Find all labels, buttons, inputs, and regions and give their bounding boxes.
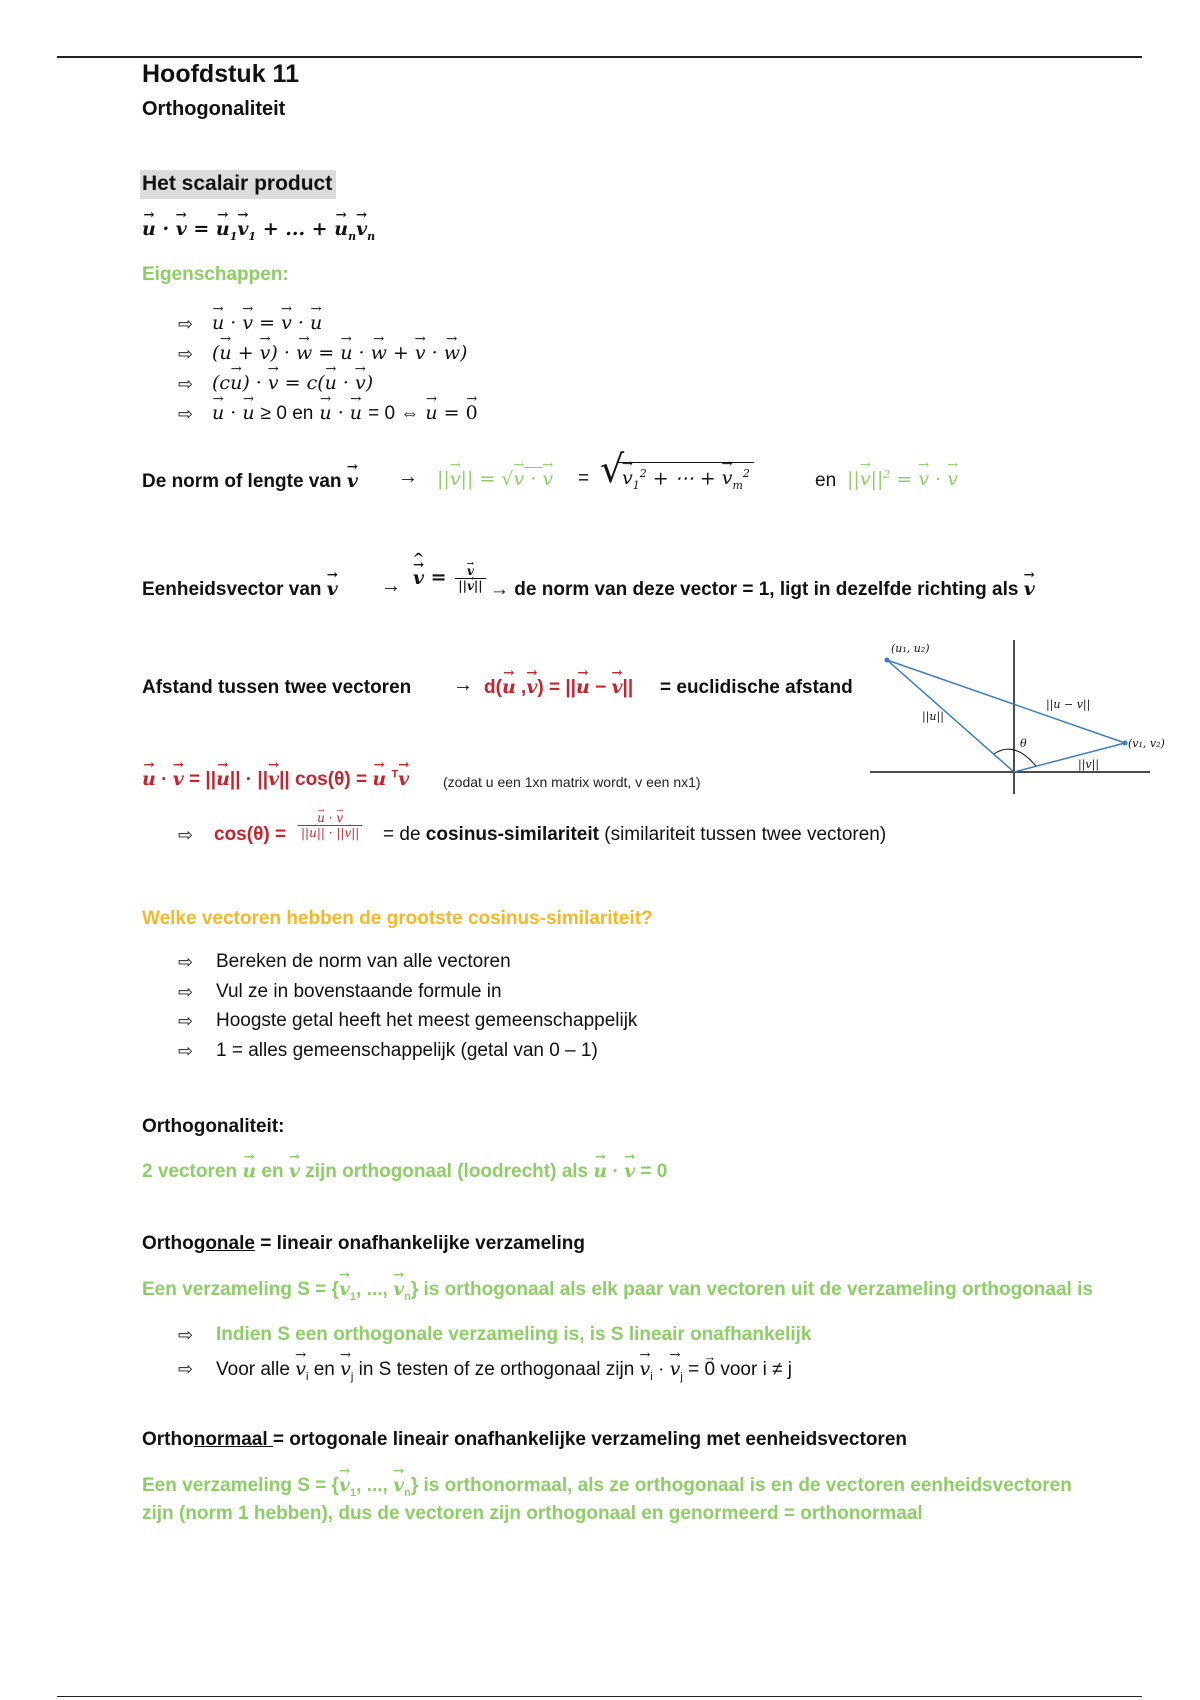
distance-formula: d(→ u ,→ v) = ||→ u − → v|| — [484, 676, 633, 699]
cos-bold: cosinus-similariteit — [425, 824, 599, 845]
cos-mid: = de — [383, 824, 421, 845]
orthonormal-prefix: Ortho — [142, 1429, 194, 1450]
orthonormal-statement-1: Een verzameling S = {→ $v_1$, ..., → $v_n$} is orthonormaal, als ze orthogonaal is en de vectoren eenheidsvectoren — [142, 1474, 1072, 1499]
question-item: Hoogste getal heeft het meest gemeenschappelijk — [216, 1010, 638, 1031]
question-item: Vul ze in bovenstaande formule in — [216, 981, 502, 1002]
v-norm-label: ||v|| — [1078, 758, 1100, 771]
difference-label: ||u − v|| — [1046, 698, 1091, 711]
question-item: Bereken de norm van alle vectoren — [216, 951, 511, 972]
angle-arc — [994, 749, 1036, 766]
equals-sign: = — [578, 468, 590, 489]
distance-label: Afstand tussen twee vectoren — [142, 677, 412, 698]
orthogonality-title: Orthogonaliteit: — [142, 1116, 285, 1137]
property-scalar: (c→ u) · → v = c(→ u · → v) — [212, 372, 373, 394]
point-v-label: (v₁, v₂) — [1128, 737, 1165, 750]
orthogonal-definition — [142, 1233, 585, 1255]
question-item: 1 = alles gemeenschappelijk (getal van 0 – 1) — [216, 1040, 598, 1061]
double-arrow-right-icon: ⇨ — [178, 952, 194, 972]
unit-vector-label: Eenheidsvector van → v — [142, 578, 338, 601]
u-norm-label: ||u|| — [922, 710, 944, 723]
double-arrow-right-icon: ⇨ — [178, 825, 194, 845]
def-rest: = lineair onafhankelijke verzameling — [254, 1233, 585, 1254]
point-u-label: (u₁, u₂) — [891, 642, 930, 655]
orthogonality-statement: 2 vectoren → u en → v zijn orthogonaal (loodrecht) als → u · → v = 0 — [142, 1160, 667, 1183]
double-arrow-right-icon: ⇨ — [178, 404, 194, 424]
double-arrow-right-icon: ⇨ — [178, 374, 194, 394]
vector-u-line — [887, 660, 1014, 772]
top-rule — [57, 56, 1142, 58]
orthonormal-statement-2: zijn (norm 1 hebben), dus de vectoren zijn orthogonaal en genormeerd = orthonormaal — [142, 1503, 923, 1524]
def-underlined: gonale — [193, 1233, 255, 1254]
double-arrow-right-icon: ⇨ — [178, 1325, 194, 1345]
properties-label: Eigenschappen: — [142, 264, 289, 285]
property-distributive: (→ u + → v) · → w = → u · → w + → v · → w) — [212, 342, 467, 364]
norm-formula-green: ||→ v|| = √→ v · → v — [437, 468, 553, 490]
arrow-icon: → — [398, 466, 418, 488]
orthonormal-underlined: normaal — [193, 1429, 273, 1450]
unit-vector-formula: → v ^ = → $\frac{v}{||\to v||}$ — [413, 565, 488, 592]
norm-root-expression: √ → $v_1^2$ + ⋯ + → $v_m^2$ — [600, 462, 754, 492]
cos-similarity-text — [383, 824, 886, 846]
double-arrow-right-icon: ⇨ — [178, 1359, 194, 1379]
en-word: en — [815, 470, 837, 491]
transpose-note: (zodat u een 1xn matrix wordt, v een nx1) — [443, 774, 701, 790]
double-arrow-right-icon: ⇨ — [178, 982, 194, 1002]
arrow-icon: → — [381, 575, 401, 597]
question-title: Welke vectoren hebben de grootste cosinus-similariteit? — [142, 908, 653, 929]
orthogonal-set-definition: Een verzameling S = {→ $v_1$, ..., → $v_n$} is orthogonaal als elk paar van vectoren uit de verzameling orthogonaal is — [142, 1278, 1093, 1303]
cos-lhs: cos(θ) = — [214, 824, 287, 845]
cosine-angle-diagram — [870, 636, 1180, 796]
arrow-icon: → — [453, 674, 473, 696]
distance-euclid: = euclidische afstand — [660, 677, 853, 698]
orthogonal-item-2: Voor alle → $v_i$ en → $v_j$ in S testen of ze orthogonaal zijn → $v_i$ · → $v_j$ = → 0 voor i ≠ j — [216, 1358, 792, 1383]
chapter-title: Hoofdstuk 11 — [142, 60, 299, 88]
bottom-rule — [57, 1696, 1142, 1697]
orthogonal-item-1: Indien S een orthogonale verzameling is, is S lineair onafhankelijk — [216, 1324, 812, 1345]
point-v-dot — [1123, 741, 1128, 746]
norm-squared-green: ||→ $v||^2$ = → v · → v — [847, 468, 958, 490]
point-u-dot — [885, 658, 890, 663]
theta-label: θ — [1020, 737, 1027, 750]
unit-vector-explanation: → de norm van deze vector = 1, ligt in dezelfde richting als → v — [490, 578, 1035, 601]
cos-fraction: → $\frac{u \cdot \to v}{||\to u|| \cdot ||\to v||}$ — [296, 812, 364, 839]
section-title-scalair: Het scalair product — [140, 170, 336, 199]
cos-rest: (similariteit tussen twee vectoren) — [604, 824, 887, 845]
chapter-subtitle: Orthogonaliteit — [142, 98, 286, 120]
double-arrow-right-icon: ⇨ — [178, 1041, 194, 1061]
double-arrow-right-icon: ⇨ — [178, 344, 194, 364]
property-positive: → u · → u ≥ 0 en → u · → u = 0 ⇔ → u = → 0 — [212, 402, 478, 425]
dot-product-definition: → u · → v = → $u_1\to v_1$ + ... + → $u_n\to v_n$ — [142, 218, 375, 243]
property-commutative: → u · → v = → v · → u — [212, 312, 322, 334]
vector-v-line — [1014, 743, 1125, 772]
norm-label: De norm of lengte van → v — [142, 470, 358, 493]
orthonormal-rest: = ortogonale lineair onafhankelijke verzameling met eenheidsvectoren — [272, 1429, 907, 1450]
double-arrow-right-icon: ⇨ — [178, 314, 194, 334]
dot-cos-formula: → u · → v = ||→ u|| · ||→ v|| cos(θ) = → u $^T$→ v — [142, 768, 409, 791]
orthonormal-definition — [142, 1429, 907, 1451]
double-arrow-right-icon: ⇨ — [178, 1011, 194, 1031]
def-prefix: Ortho — [142, 1233, 194, 1254]
